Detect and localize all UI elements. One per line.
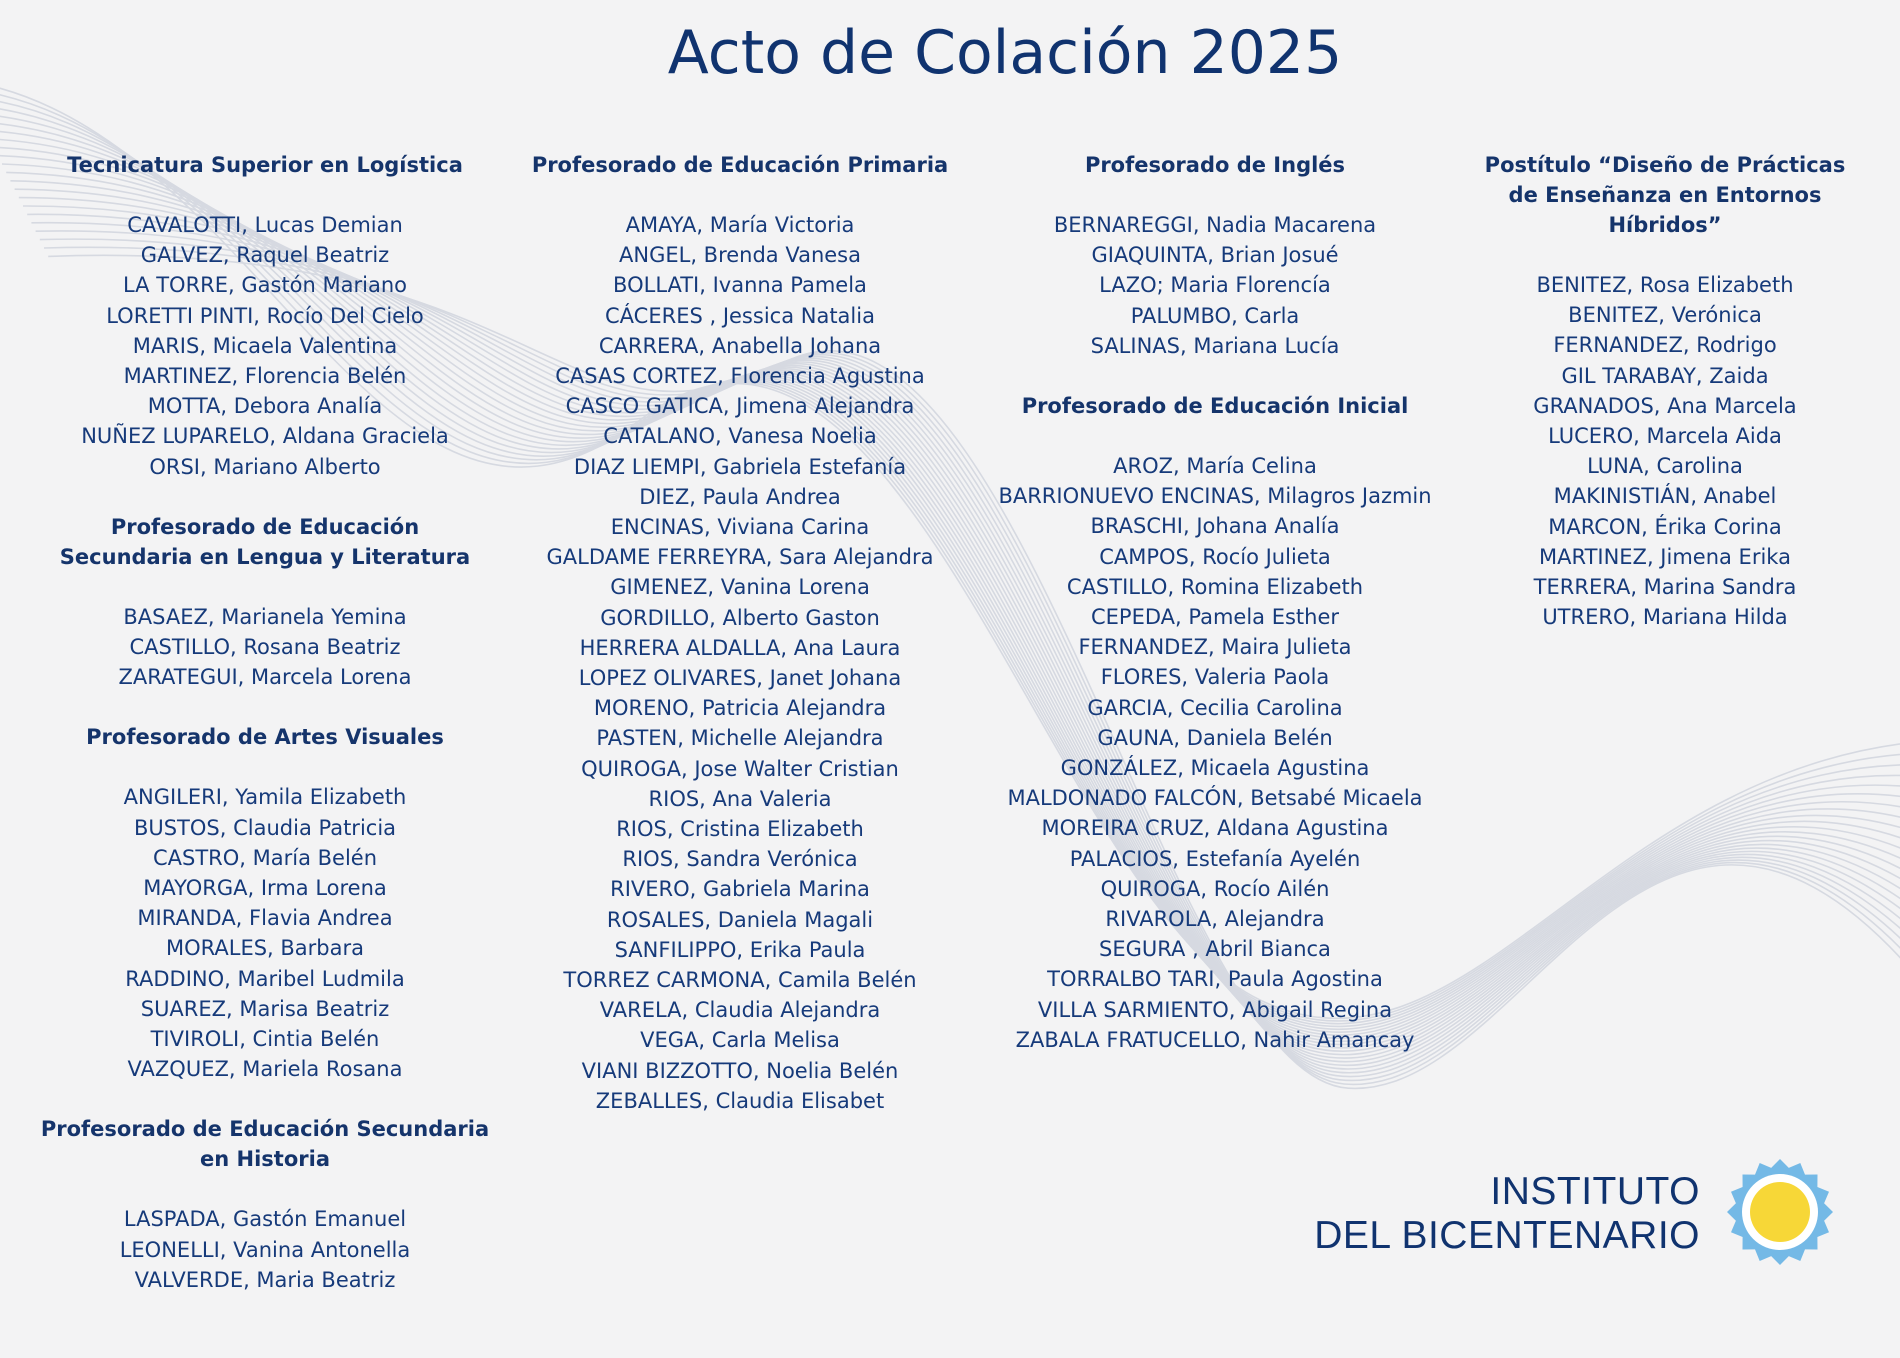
graduate-name: VEGA, Carla Melisa bbox=[640, 1028, 840, 1053]
graduate-name: GALDAME FERREYRA, Sara Alejandra bbox=[546, 545, 934, 570]
section-title: Profesorado de Inglés bbox=[1084, 153, 1346, 177]
graduate-name: MAKINISTIÁN, Anabel bbox=[1553, 484, 1777, 509]
graduate-name: VILLA SARMIENTO, Abigail Regina bbox=[1037, 997, 1393, 1022]
institute-logo bbox=[1314, 1155, 1860, 1275]
graduate-name: GRANADOS, Ana Marcela bbox=[1533, 393, 1797, 418]
graduate-name: RIOS, Sandra Verónica bbox=[622, 847, 858, 872]
graduate-name: FERNANDEZ, Rodrigo bbox=[1553, 333, 1777, 358]
graduate-name: BASAEZ, Marianela Yemina bbox=[123, 604, 407, 629]
section-ingles bbox=[975, 150, 1455, 361]
graduate-name: CATALANO, Vanesa Noelia bbox=[603, 424, 877, 449]
graduate-name: PALACIOS, Estefanía Ayelén bbox=[1069, 846, 1361, 871]
graduate-name: LAZO; Maria Florencía bbox=[1099, 273, 1331, 298]
graduate-name: ZARATEGUI, Marcela Lorena bbox=[118, 665, 412, 690]
graduate-name: VIANI BIZZOTTO, Noelia Belén bbox=[581, 1058, 899, 1083]
graduate-name: LOPEZ OLIVARES, Janet Johana bbox=[578, 666, 902, 691]
graduate-name: MARIS, Micaela Valentina bbox=[132, 333, 398, 358]
graduate-name: MOTTA, Debora Analía bbox=[147, 394, 383, 419]
sun-core bbox=[1750, 1182, 1810, 1242]
graduate-list bbox=[30, 210, 500, 482]
column-3 bbox=[975, 150, 1455, 1085]
graduate-name: CEPEDA, Pamela Esther bbox=[1090, 605, 1340, 630]
graduate-name: MOREIRA CRUZ, Aldana Agustina bbox=[1041, 816, 1389, 841]
graduate-name: CASTILLO, Rosana Beatriz bbox=[129, 635, 401, 660]
page-title: Acto de Colación 2025 bbox=[667, 18, 1343, 88]
graduate-name: NUÑEZ LUPARELO, Aldana Graciela bbox=[81, 424, 449, 449]
graduate-name: MORENO, Patricia Alejandra bbox=[593, 696, 887, 721]
graduate-name: LEONELLI, Vanina Antonella bbox=[119, 1237, 411, 1262]
section-artes-visuales bbox=[30, 722, 500, 1084]
section-educacion-inicial bbox=[975, 391, 1455, 1055]
graduate-name: MALDONADO FALCÓN, Betsabé Micaela bbox=[1007, 786, 1423, 811]
section-title: Postítulo “Diseño de Prácticas de Enseñanza en Entornos Híbridos” bbox=[1484, 153, 1846, 237]
section-title: Profesorado de Educación Secundaria en Historia bbox=[40, 1117, 490, 1172]
graduate-name: DIEZ, Paula Andrea bbox=[639, 484, 841, 509]
column-1 bbox=[30, 150, 500, 1325]
graduate-name: ZEBALLES, Claudia Elisabet bbox=[595, 1088, 885, 1113]
graduate-name: SUAREZ, Marisa Beatriz bbox=[140, 996, 390, 1021]
section-educacion-primaria bbox=[530, 150, 950, 1116]
graduate-list bbox=[30, 1204, 500, 1295]
graduate-name: RIVERO, Gabriela Marina bbox=[610, 877, 870, 902]
graduate-name: ZABALA FRATUCELLO, Nahir Amancay bbox=[1015, 1027, 1415, 1052]
graduate-name: ANGEL, Brenda Vanesa bbox=[619, 243, 861, 268]
graduate-name: VARELA, Claudia Alejandra bbox=[599, 998, 881, 1023]
column-2 bbox=[530, 150, 950, 1146]
graduate-name: MARCON, Érika Corina bbox=[1548, 514, 1782, 539]
section-historia bbox=[30, 1114, 500, 1295]
graduate-list bbox=[975, 451, 1455, 1055]
graduate-name: CARRERA, Anabella Johana bbox=[598, 333, 882, 358]
graduate-name: VAZQUEZ, Mariela Rosana bbox=[127, 1057, 403, 1082]
graduate-name: ENCINAS, Viviana Carina bbox=[610, 515, 870, 540]
graduate-name: FERNANDEZ, Maira Julieta bbox=[1078, 635, 1352, 660]
graduate-name: PASTEN, Michelle Alejandra bbox=[596, 726, 884, 751]
graduate-name: LASPADA, Gastón Emanuel bbox=[123, 1207, 407, 1232]
graduate-name: CASTRO, María Belén bbox=[152, 845, 378, 870]
graduate-name: CASTILLO, Romina Elizabeth bbox=[1066, 574, 1364, 599]
graduate-name: ORSI, Mariano Alberto bbox=[149, 454, 381, 479]
graduate-name: SANFILIPPO, Erika Paula bbox=[614, 937, 866, 962]
graduate-name: SALINAS, Mariana Lucía bbox=[1090, 333, 1340, 358]
graduate-name: UTRERO, Mariana Hilda bbox=[1542, 605, 1788, 630]
graduate-name: BERNAREGGI, Nadia Macarena bbox=[1053, 213, 1377, 237]
graduate-name: PALUMBO, Carla bbox=[1130, 303, 1300, 328]
graduate-name: CÁCERES , Jessica Natalia bbox=[605, 303, 875, 328]
graduate-name: LUNA, Carolina bbox=[1587, 454, 1743, 479]
graduate-name: RADDINO, Maribel Ludmila bbox=[125, 966, 405, 991]
graduate-name: MORALES, Barbara bbox=[165, 936, 364, 961]
graduate-name: GONZÁLEZ, Micaela Agustina bbox=[1060, 756, 1370, 781]
graduate-name: BRASCHI, Johana Analía bbox=[1090, 514, 1340, 539]
graduate-name: CAMPOS, Rocío Julieta bbox=[1099, 544, 1331, 569]
graduate-name: LORETTI PINTI, Rocío Del Cielo bbox=[106, 303, 424, 328]
graduate-name: DIAZ LIEMPI, Gabriela Estefanía bbox=[573, 454, 907, 479]
logo-text bbox=[1314, 1170, 1700, 1258]
section-logistica bbox=[30, 150, 500, 482]
graduate-name: QUIROGA, Jose Walter Cristian bbox=[581, 756, 899, 781]
logo-line-1: INSTITUTO bbox=[1490, 1170, 1700, 1213]
graduate-name: QUIROGA, Rocío Ailén bbox=[1100, 876, 1330, 901]
section-title: Tecnicatura Superior en Logística bbox=[67, 153, 463, 177]
graduate-name: MAYORGA, Irma Lorena bbox=[143, 876, 387, 901]
graduate-name: AROZ, María Celina bbox=[1113, 454, 1317, 479]
graduate-name: CASAS CORTEZ, Florencia Agustina bbox=[555, 364, 925, 389]
logo-line-2: DEL BICENTENARIO bbox=[1314, 1214, 1700, 1257]
graduate-name: ANGILERI, Yamila Elizabeth bbox=[123, 785, 407, 810]
graduate-name: CAVALOTTI, Lucas Demian bbox=[127, 213, 403, 237]
graduate-name: RIOS, Cristina Elizabeth bbox=[616, 817, 864, 842]
graduate-list bbox=[530, 210, 950, 1116]
section-title: Profesorado de Artes Visuales bbox=[86, 725, 444, 750]
graduate-list bbox=[975, 210, 1455, 361]
section-title: Profesorado de Educación Inicial bbox=[1021, 394, 1409, 419]
section-lengua-literatura bbox=[30, 512, 500, 693]
graduate-name: TERRERA, Marina Sandra bbox=[1533, 575, 1797, 600]
sun-emblem-icon bbox=[1725, 1157, 1835, 1267]
graduate-name: LUCERO, Marcela Aida bbox=[1548, 424, 1782, 449]
graduate-name: AMAYA, María Victoria bbox=[625, 213, 855, 237]
graduate-list bbox=[30, 602, 500, 693]
section-postitulo bbox=[1470, 150, 1860, 632]
graduate-name: TORRALBO TARI, Paula Agostina bbox=[1047, 967, 1383, 992]
graduate-name: MARTINEZ, Jimena Erika bbox=[1539, 544, 1791, 569]
graduate-name: BENITEZ, Verónica bbox=[1568, 303, 1762, 328]
graduate-name: TORREZ CARMONA, Camila Belén bbox=[563, 968, 917, 993]
graduate-name: BUSTOS, Claudia Patricia bbox=[133, 815, 397, 840]
graduate-name: TIVIROLI, Cintia Belén bbox=[150, 1027, 380, 1052]
section-title: Profesorado de Educación Secundaria en Lengua y Literatura bbox=[59, 514, 471, 569]
graduate-name: GORDILLO, Alberto Gaston bbox=[600, 605, 880, 630]
graduate-name: HERRERA ALDALLA, Ana Laura bbox=[579, 635, 901, 660]
graduate-name: GIMENEZ, Vanina Lorena bbox=[610, 575, 870, 600]
graduate-name: CASCO GATICA, Jimena Alejandra bbox=[565, 394, 915, 419]
graduate-name: ROSALES, Daniela Magali bbox=[606, 907, 874, 932]
graduate-name: BARRIONUEVO ENCINAS, Milagros Jazmin bbox=[998, 484, 1432, 509]
graduate-name: GALVEZ, Raquel Beatriz bbox=[140, 243, 390, 268]
graduate-name: LA TORRE, Gastón Mariano bbox=[122, 273, 407, 298]
graduate-name: FLORES, Valeria Paola bbox=[1100, 665, 1330, 690]
graduate-name: SEGURA , Abril Bianca bbox=[1099, 937, 1331, 962]
graduate-name: MARTINEZ, Florencia Belén bbox=[123, 364, 407, 389]
graduate-list bbox=[30, 782, 500, 1084]
graduate-name: GIL TARABAY, Zaida bbox=[1561, 363, 1769, 388]
graduate-name: MIRANDA, Flavia Andrea bbox=[137, 906, 393, 931]
section-title: Profesorado de Educación Primaria bbox=[531, 153, 949, 177]
column-4 bbox=[1470, 150, 1860, 662]
graduate-name: GIAQUINTA, Brian Josué bbox=[1091, 243, 1339, 268]
graduate-name: GARCIA, Cecilia Carolina bbox=[1087, 695, 1343, 720]
graduate-list bbox=[1470, 270, 1860, 632]
graduate-name: GAUNA, Daniela Belén bbox=[1097, 725, 1333, 750]
graduate-name: VALVERDE, Maria Beatriz bbox=[134, 1267, 396, 1292]
graduate-name: BENITEZ, Rosa Elizabeth bbox=[1536, 273, 1794, 297]
graduate-name: RIOS, Ana Valeria bbox=[648, 786, 832, 811]
graduate-name: RIVAROLA, Alejandra bbox=[1105, 907, 1325, 932]
graduate-name: BOLLATI, Ivanna Pamela bbox=[613, 273, 867, 298]
